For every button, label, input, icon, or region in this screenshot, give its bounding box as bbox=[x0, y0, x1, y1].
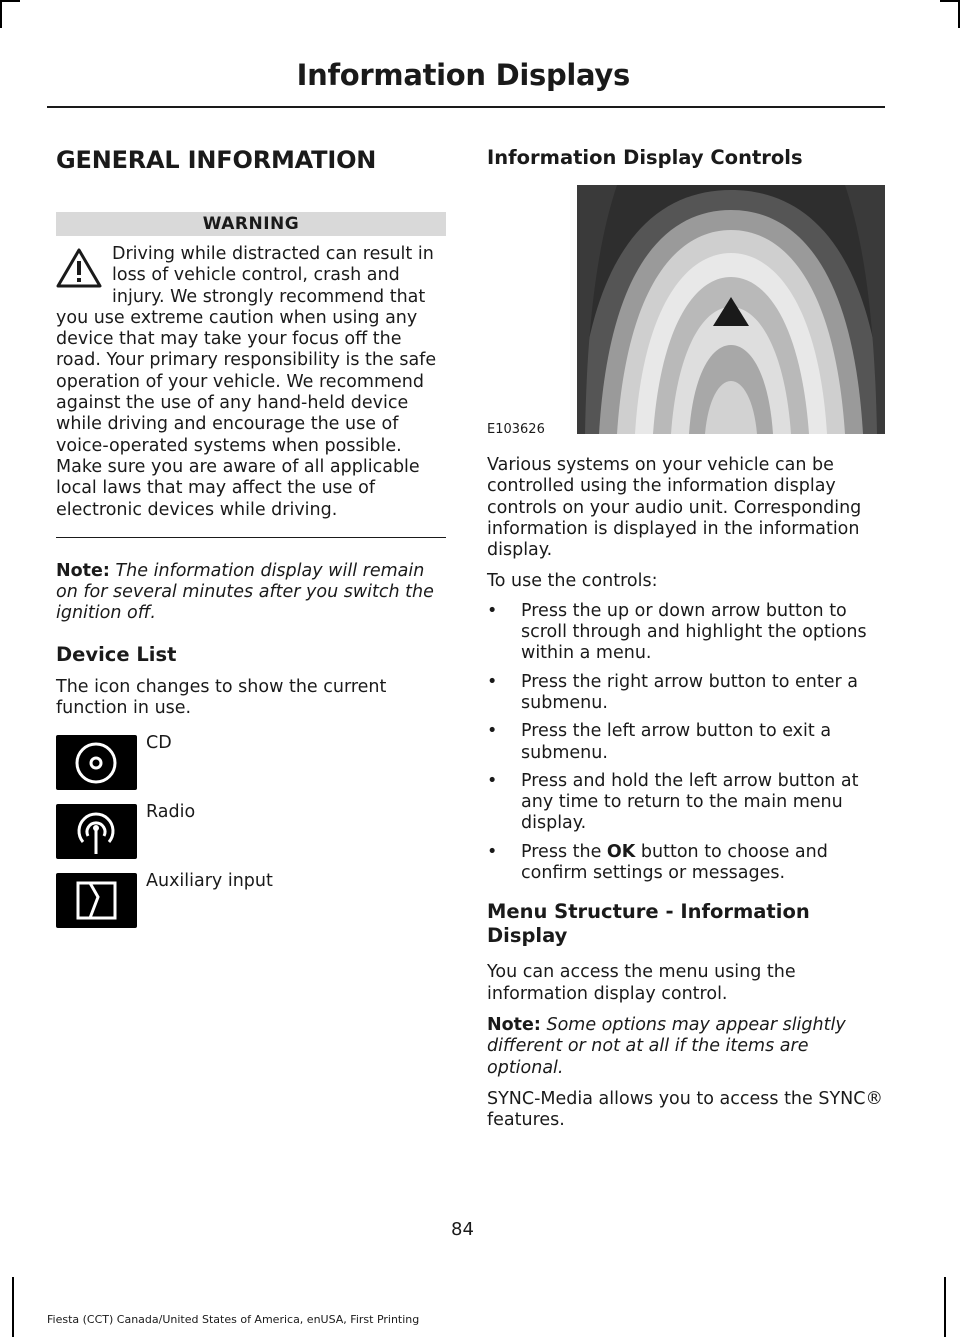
left-column bbox=[56, 146, 446, 940]
list-item-text: Press the left arrow button to exit a submenu. bbox=[521, 721, 832, 763]
footer-text: Fiesta (CCT) Canada/United States of America, enUSA, First Printing bbox=[47, 1313, 420, 1326]
warning-heading: WARNING bbox=[56, 212, 446, 236]
bullet: • bbox=[487, 770, 498, 791]
page-number: 84 bbox=[451, 1219, 474, 1240]
header-rule bbox=[47, 106, 885, 108]
figure-code: E103626 bbox=[487, 422, 545, 437]
control-dial-image bbox=[577, 185, 885, 434]
device-list bbox=[56, 733, 446, 940]
cd-icon bbox=[56, 735, 137, 790]
controls-figure bbox=[487, 185, 885, 437]
bullet: • bbox=[487, 671, 498, 692]
crop-mark bbox=[12, 1277, 14, 1337]
menu-structure-heading: Menu Structure - Information Display bbox=[487, 900, 810, 948]
note-paragraph bbox=[56, 561, 446, 625]
page-header-title: Information Displays bbox=[296, 58, 630, 92]
warning-block bbox=[56, 244, 446, 521]
list-item bbox=[487, 672, 885, 715]
controls-list bbox=[487, 601, 885, 885]
controls-intro: Various systems on your vehicle can be controlled using the information display controls on your audio unit. Corresponding information is displayed in the information display. bbox=[487, 455, 862, 561]
list-item bbox=[487, 771, 885, 835]
bullet: • bbox=[487, 721, 498, 742]
ok-label: OK bbox=[606, 841, 636, 862]
device-label: Auxiliary input bbox=[146, 871, 273, 892]
crop-mark bbox=[0, 0, 2, 28]
bullet: • bbox=[487, 600, 498, 621]
radio-icon bbox=[56, 804, 137, 859]
list-item-text: Press the up or down arrow button to scroll through and highlight the options within a menu. bbox=[521, 600, 867, 664]
device-list-intro: The icon changes to show the current function in use. bbox=[56, 676, 387, 719]
use-controls-text: To use the controls: bbox=[487, 571, 658, 592]
list-item-text: Press the right arrow button to enter a submenu. bbox=[521, 671, 858, 713]
crop-mark bbox=[940, 0, 960, 2]
section-title: GENERAL INFORMATION bbox=[56, 146, 377, 174]
ok-pre: Press the bbox=[521, 841, 607, 862]
device-list-heading: Device List bbox=[56, 642, 177, 666]
crop-mark bbox=[944, 1277, 946, 1337]
list-item-text: Press and hold the left arrow button at any time to return to the main menu display. bbox=[521, 770, 859, 834]
list-item bbox=[487, 842, 885, 885]
sync-text: SYNC-Media allows you to access the SYNC® features. bbox=[487, 1088, 883, 1131]
auxiliary-input-icon bbox=[56, 873, 137, 928]
device-label: CD bbox=[146, 733, 172, 754]
device-item-aux bbox=[56, 871, 446, 940]
ok-post: button to choose and confirm settings or messages. bbox=[521, 841, 828, 884]
device-label: Radio bbox=[146, 802, 196, 823]
menu-access-text: You can access the menu using the information display control. bbox=[487, 962, 796, 1004]
note-label: Note: bbox=[56, 560, 110, 581]
note-label: Note: bbox=[487, 1014, 541, 1035]
warning-divider bbox=[56, 537, 446, 538]
warning-triangle-icon bbox=[56, 248, 102, 288]
crop-mark bbox=[0, 0, 20, 2]
list-item bbox=[487, 601, 885, 665]
note-text: The information display will remain on for several minutes after you switch the ignition off. bbox=[56, 560, 434, 624]
device-item-cd bbox=[56, 733, 446, 802]
list-item bbox=[487, 721, 885, 764]
note-paragraph bbox=[487, 1015, 885, 1079]
device-item-radio bbox=[56, 802, 446, 871]
warning-text: Driving while distracted can result in loss of vehicle control, crash and injury. We strongly recommend that you use extreme caution when using any device that may take your focus off the road. Your primary responsibility is the safe operation of your vehicle. We recommend against the use of any hand-held device while driving and encourage the use of voice-operated systems when possible. Make sure you are aware of all applicable local laws that may affect the use of electronic devices while driving. bbox=[56, 244, 437, 520]
note-text: Some options may appear slightly different or not at all if the items are optional. bbox=[487, 1014, 846, 1078]
controls-heading: Information Display Controls bbox=[487, 146, 803, 169]
bullet: • bbox=[487, 841, 498, 862]
right-column bbox=[487, 146, 885, 1131]
